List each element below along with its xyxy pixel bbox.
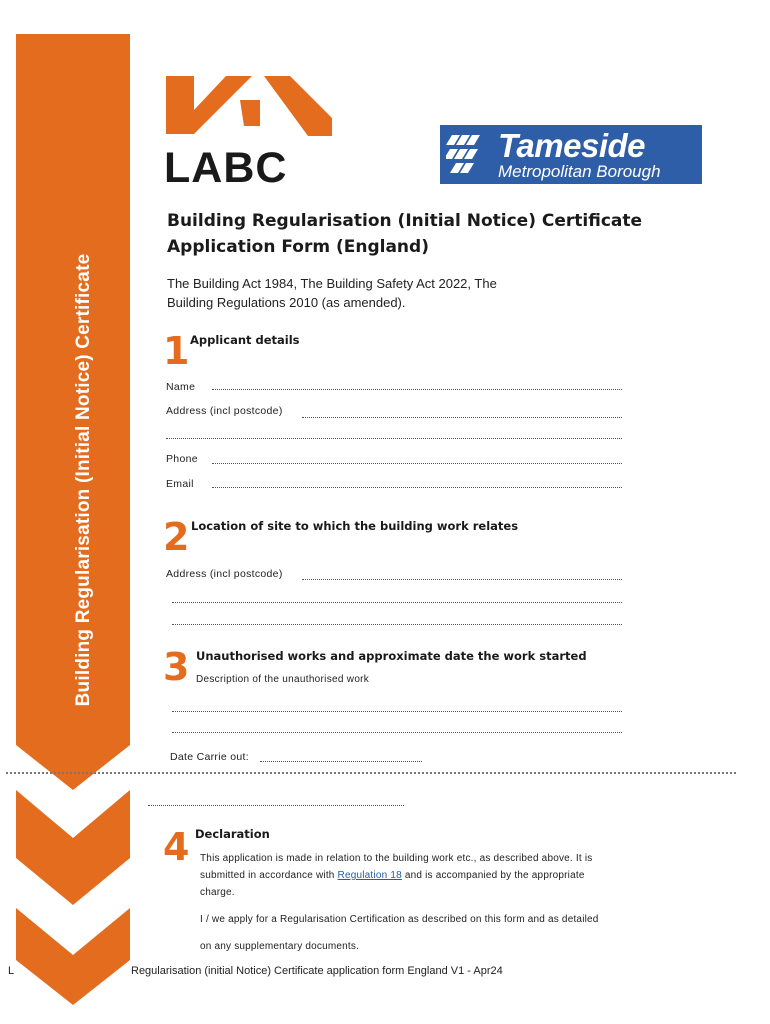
address-label: Address (incl postcode) [166,405,283,417]
banner-chevron [16,908,130,1005]
declaration-line-2-pre: submitted in accordance with [200,870,338,881]
tameside-emblem-icon [446,131,492,177]
page-break-divider [6,772,736,774]
description-field[interactable] [172,711,622,712]
address-field[interactable] [302,417,622,418]
continuation-line [148,805,404,806]
declaration-line-3: charge. [200,887,235,898]
description-field-line-2[interactable] [172,732,622,733]
subtitle-line-2: Building Regulations 2010 (as amended). [167,295,406,310]
declaration-paragraph-1 [200,850,670,901]
regulation-18-link[interactable]: Regulation 18 [337,870,402,881]
section-number-2: 2 [163,515,190,559]
email-field[interactable] [212,487,622,488]
vertical-title: Building Regularisation (Initial Notice) Certificate [73,253,94,707]
section-number-3: 3 [163,645,190,689]
phone-label: Phone [166,453,198,465]
page-title [167,208,642,260]
site-address-field-line-3[interactable] [172,624,622,625]
section-number-4: 4 [163,825,190,869]
tameside-logo [440,125,702,184]
date-field[interactable] [260,761,422,762]
phone-field[interactable] [212,463,622,464]
declaration-line-2-post: and is accompanied by the appropriate [401,870,585,881]
section-heading-unauthorised-works: Unauthorised works and approximate date the work started [196,649,587,663]
title-line-2: Application Form (England) [167,237,429,257]
tameside-subtitle: Metropolitan Borough [498,162,661,181]
address-field-line-2[interactable] [166,438,622,439]
declaration-line-5: on any supplementary documents. [200,941,360,952]
page-subtitle [167,274,497,312]
tameside-name: Tameside [498,127,646,164]
name-field[interactable] [212,389,622,390]
section-number-1: 1 [163,329,190,373]
section-heading-applicant: Applicant details [190,333,300,347]
labc-logo-text: LABC [164,144,288,186]
site-address-field[interactable] [302,579,622,580]
title-line-1: Building Regularisation (Initial Notice) Certificate [167,211,643,231]
section-heading-declaration: Declaration [195,827,270,841]
declaration-paragraph-2 [200,911,670,955]
footer-text: Regularisation (initial Notice) Certificate application form England V1 - Apr24 [131,965,503,977]
section-heading-site-location: Location of site to which the building work relates [191,519,519,533]
sidebar-banner [0,0,140,1024]
subtitle-line-1: The Building Act 1984, The Building Safety Act 2022, The [167,276,497,291]
footer-left-char: L [8,965,15,977]
declaration-line-4: I / we apply for a Regularisation Certification as described on this form and as detailed [200,914,599,925]
banner-chevron [16,790,130,905]
description-label: Description of the unauthorised work [196,674,370,685]
date-label: Date Carrie out: [170,751,249,763]
email-label: Email [166,478,194,490]
site-address-field-line-2[interactable] [172,602,622,603]
site-address-label: Address (incl postcode) [166,568,283,580]
declaration-line-2 [200,867,670,884]
name-label: Name [166,381,196,393]
labc-logo [164,74,332,186]
declaration-line-1: This application is made in relation to the building work etc., as described above. It is [200,853,593,864]
